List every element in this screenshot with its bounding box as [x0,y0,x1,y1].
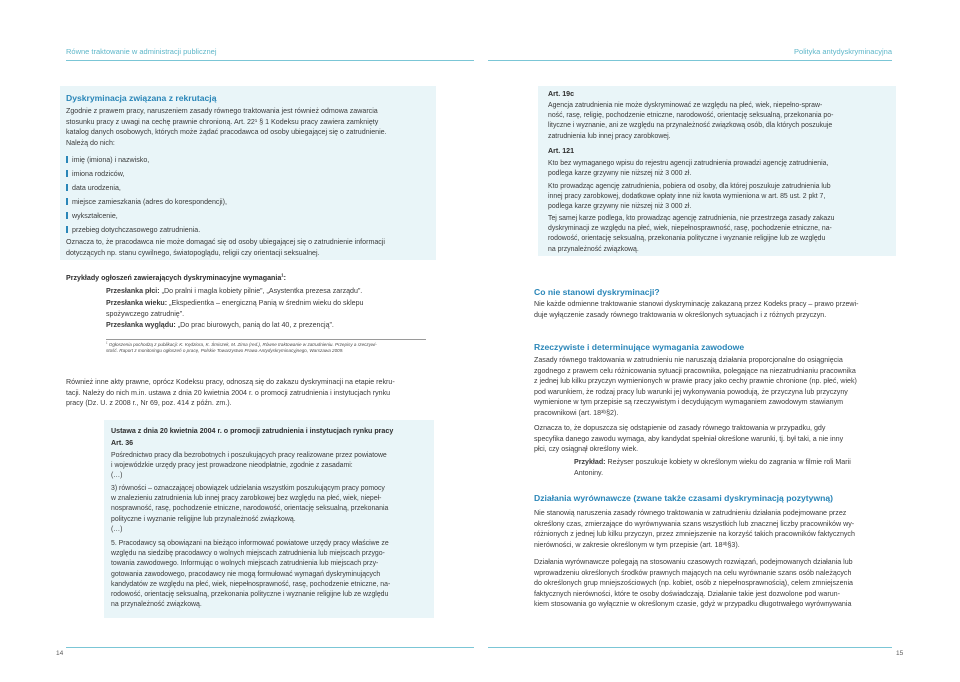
act-2004-title: Ustawa z dnia 20 kwietnia 2004 r. o promocji zatrudnienia i instytucjach rynku pracy [111,427,394,435]
not-discrimination-text: Nie każde odmienne traktowanie stanowi dyskryminację zakazaną przez Kodeks pracy – prawo przewi- duje wyłączenie zasady równego traktowania w określonych sytuacjach i z różnych przyczyn. [534,300,859,319]
art121-label: Art. 121 [548,147,575,155]
bullet-icon [66,198,68,205]
list-item: miejsce zamieszkania (adres do korespondencji), [66,198,227,206]
not-discrimination-heading: Co nie stanowi dyskryminacji? [534,287,660,297]
bullet-icon [66,226,68,233]
list-item: przebieg dotychczasowego zatrudnienia. [66,226,200,234]
positive-action-p2: Działania wyrównawcze polegają na stosowaniu czasowych rozwiązań, podejmowanych działania lub wprowadzeniu określonych środków prawnych mających na celu wyrównanie szans osób należących do określonych grup mniejszościowych (np. kobiet, osób z niepełnosprawnością), celem zmniejszenia faktycznych nierówności, które te osoby doświadczają. Działanie takie jest dozwolone pod warun- kiem stosowania go wyłącznie w określonym czasie, gdyż w przypadku długotrwałego wyrównywania [534,558,853,608]
art36-intro: Pośrednictwo pracy dla bezrobotnych i poszukujących pracy realizowane przez powiatowe i wojewódzkie urzędy pracy jest prowadzone nieodpłatnie, zgodnie z zasadami: (…) [111,452,387,480]
page-number-left: 14 [56,650,64,657]
example-age: Przesłanka wieku: „Ekspedientka – energiczną Panią w średnim wieku do sklepu spożywczego zatrudnię”. [106,299,364,318]
running-header-right: Polityka antydyskryminacyjna [794,47,892,56]
art19c-text: Agencja zatrudnienia nie może dyskryminować ze względu na płeć, wiek, niepełno-spraw- ność, rasę, religię, pochodzenie etniczne, narodowość, orientację seksualną, przekonania po- lityczne i wyznanie, ani ze względu na przynależność związkową osób, dla których poszukuje zatrudnienia lub innej pracy zarobkowej. [548,102,834,140]
footnote-rule [106,339,426,340]
recruitment-intro: Zgodnie z prawem pracy, naruszeniem zasady równego traktowania jest również odmowa zawarcia stosunku pracy z uwagi na cechę prawnie chronioną. Art. 22¹ § 1 Kodeksu pracy zawiera zamknięty katalog danych osobowych, których może żądać pracodawca od osoby ubiegającej się o zatrudnienie. Należą do nich: [66,107,387,147]
list-item: imię (imiona) i nazwisko, [66,156,149,164]
bullet-icon [66,212,68,219]
art121-p3: Tej samej karze podlega, kto prowadząc agencję zatrudnienia, nie przestrzega zasady zakazu dyskryminacji ze względu na płeć, wiek, niepełnosprawność, rasę, pochodzenie etniczne, na- rodowość, orientację seksualną, przekonania polityczne i wyznanie religijne lub ze względu na przynależność związkową. [548,215,835,253]
header-rule-right [488,60,892,61]
page-number-right: 15 [896,650,904,657]
art36-point5: 5. Pracodawcy są obowiązani na bieżąco informować powiatowe urzędy pracy właściwe ze względu na siedzibę pracodawcy o wolnych miejscach zatrudnienia lub miejscach przygo- towania zawodowego. Informując o wolnych miejscach zatrudnienia lub miejscach przy- gotowania zawodowego, pracodawcy nie mogą formułować wymagań dyskryminujących kandydatów ze względu na płeć, wiek, niepełnosprawność, rasę, pochodzenie etniczne, na- rodowość, orientację seksualną, przekonania polityczne i wyznanie religijne lub ze względu na przynależność związkową. [111,540,391,609]
list-item: imiona rodziców, [66,170,124,178]
list-item: data urodzenia, [66,184,121,192]
example-appearance: Przesłanka wyglądu: „Do prac biurowych, panią do lat 40, z prezencją”. [106,321,334,329]
recruitment-heading: Dyskryminacja związana z rekrutacją [66,93,217,103]
bullet-icon [66,170,68,177]
header-rule-left [66,60,474,61]
footer-rule-left [66,647,474,648]
recruitment-closing: Oznacza to, że pracodawca nie może domagać się od osoby ubiegającej się o zatrudnienie informacji dotyczących np. stanu cywilnego, światopoglądu, religii czy orientacji seksualnej. [66,238,386,257]
art121-p2: Kto prowadząc agencję zatrudnienia, pobiera od osoby, dla której poszukuje zatrudnienia lub innej pracy zarobkowej, dodatkowe opłaty inne niż kwota wymieniona w art. 85 ust. 2 pkt 7, podlega karze grzywny nie niższej niż 3 000 zł. [548,183,831,211]
other-acts-paragraph: Również inne akty prawne, oprócz Kodeksu pracy, odnoszą się do zakazu dyskryminacji na etapie rekru- tacji. Należy do nich m.in. ustawa z dnia 20 kwietnia 2004 r. o promocji zatrudnienia i instytucjach rynku pracy (Dz. U. z 2008 r., Nr 69, poz. 414 z późn. zm.). [66,378,395,407]
running-header-left: Równe traktowanie w administracji publicznej [66,47,217,56]
art121-p1: Kto bez wymaganego wpisu do rejestru agencji zatrudnienia prowadzi agencję zatrudnienia, podlega karze grzywny nie niższej niż 3 000 zł. [548,160,829,178]
bullet-icon [66,156,68,163]
footnote: $^1$ Ogłoszenia pochodzą z publikacji: K. Kędziora, K. Śmiszek, M. Zima (red.), Równe traktowanie w zatrudnieniu. Przepisy a rzeczywi- stość. Raport z monitoringu ogłoszeń o pracę, Polskie Towarzystwo Prawa Antydyskryminacyjnego, Warszawa 2009. [106,341,377,354]
positive-action-heading: Działania wyrównawcze (zwane także czasami dyskryminacją pozytywną) [534,493,833,503]
examples-heading: Przykłady ogłoszeń zawierających dyskryminacyjne wymagania$^1$: [66,272,287,282]
positive-action-p1: Nie stanowią naruszenia zasady równego traktowania w zatrudnieniu działania podejmowane przez określony czas, zmierzające do wyrównywania szans wszystkich lub znacznej liczby pracowników wy- różnionych z jednej lub kilku przyczyn, przez zmniejszenie na korzyść takich pracowników faktycznych nierówności, w zakresie określonym w tym przepisie (art. 18³ᵇ§3). [534,509,855,549]
art19c-label: Art. 19c [548,90,575,98]
list-item: wykształcenie, [66,212,118,220]
occupational-requirements-p2: Oznacza to, że dopuszcza się odstąpienie od zasady równego traktowania w przypadku, gdy specyfika danego zawodu wymaga, aby kandydat spełniał określone warunki, tj. był taki, a nie inny płci, czy osiągnął określony wiek. [534,424,844,453]
occupational-requirements-p1: Zasady równego traktowania w zatrudnieniu nie naruszają działania proporcjonalne do osiągnięcia zgodnego z prawem celu różnicowania sytuacji pracownika, polegające na niezatrudnianiu pracownika z jednej lub kilku przyczyn wymienionych w prawie pracy jako cechy prawnie chronione (np. płeć, wiek) pod warunkiem, że rodzaj pracy lub warunki jej wykonywania powodują, że przyczyna lub przyczyny wymienione w tym przepisie są rzeczywistym i decydującym wymaganiem zawodowym stawianym pracownikowi (art. 18³ᵇ§2). [534,356,857,417]
director-example: Przykład: Reżyser poszukuje kobiety w określonym wieku do zagrania w filmie roli Marii Antoniny. [574,458,851,477]
art36-label: Art. 36 [111,439,134,447]
bullet-icon [66,184,68,191]
art36-point3: 3) równości – oznaczającej obowiązek udzielania wszystkim poszukującym pracy pomocy w znalezieniu zatrudnienia lub innej pracy zarobkowej bez względu na płeć, wiek, niepeł- nosprawność, rasę, pochodzenie etniczne, narodowość, orientację seksualną, przekonania polityczne i wyznanie religijne lub przynależność związkową. (…) [111,485,389,533]
occupational-requirements-heading: Rzeczywiste i determinujące wymagania zawodowe [534,342,745,352]
footer-rule-right [488,647,892,648]
example-gender: Przesłanka płci: „Do pralni i magla kobiety pilnie”, „Asystentka prezesa zarządu”. [106,287,363,295]
